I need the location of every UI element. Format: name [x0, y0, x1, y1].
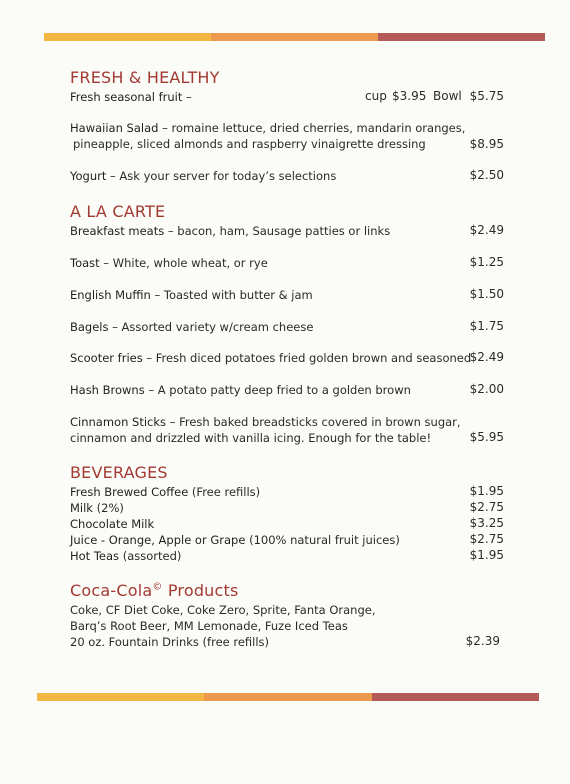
item-price: $1.50	[469, 287, 504, 301]
menu-item-milk	[70, 500, 124, 516]
menu-item-hot-teas	[70, 548, 181, 564]
band-segment-yellow	[44, 33, 211, 41]
coca-cola-products: Products	[162, 581, 239, 600]
menu-item-hawaiian-salad	[70, 120, 465, 152]
item-price: $2.50	[469, 168, 504, 182]
band-segment-rose	[372, 693, 539, 701]
section-title-beverages: BEVERAGES	[70, 463, 168, 482]
menu-item-toast	[70, 255, 268, 271]
item-note: (2%)	[92, 501, 124, 515]
menu-item-juice	[70, 532, 400, 548]
item-name: Chocolate Milk	[70, 517, 155, 531]
item-name: Juice - Orange, Apple or Grape	[70, 533, 246, 547]
item-name: Breakfast meats	[70, 224, 165, 238]
section-title-fresh: FRESH & HEALTHY	[70, 68, 220, 87]
item-desc: – Toasted with butter & jam	[150, 288, 313, 302]
item-desc: – Assorted variety w/cream cheese	[108, 320, 314, 334]
menu-item-breakfast-meats	[70, 223, 390, 239]
item-price: $1.95	[469, 548, 504, 562]
menu-item-english-muffin	[70, 287, 313, 303]
item-desc: – Ask your server for today’s selections	[106, 169, 337, 183]
band-segment-orange	[204, 693, 371, 701]
item-desc: – White, whole wheat, or rye	[99, 256, 268, 270]
item-price: $1.25	[469, 255, 504, 269]
item-price: $1.95	[469, 484, 504, 498]
item-price: $8.95	[469, 137, 504, 151]
menu-item-fruit	[70, 89, 192, 105]
item-desc: – A potato patty deep fried to a golden brown	[144, 383, 411, 397]
coca-cola-brand: Coca-Cola	[70, 581, 153, 600]
menu-item-cinnamon-sticks	[70, 414, 461, 446]
bottom-color-band	[37, 693, 539, 701]
item-name: Toast	[70, 256, 100, 270]
item-name: Scooter fries	[70, 351, 143, 365]
item-note: (100% natural fruit juices)	[245, 533, 400, 547]
copyright-mark: ©	[152, 581, 163, 593]
item-price: $2.00	[469, 382, 504, 396]
top-color-band	[44, 33, 545, 41]
item-name: English Muffin	[70, 288, 151, 302]
menu-item-yogurt	[70, 168, 336, 184]
menu-item-hash-browns	[70, 382, 411, 398]
item-desc-cont: pineapple, sliced almonds and raspberry vinaigrette dressing	[73, 137, 426, 151]
item-desc: – bacon, ham, Sausage patties or links	[164, 224, 391, 238]
item-price: $3.25	[469, 516, 504, 530]
coke-line-1: Coke, CF Diet Coke, Coke Zero, Sprite, Fanta Orange,	[70, 603, 376, 617]
band-segment-rose	[378, 33, 545, 41]
coke-price: $2.39	[465, 634, 500, 648]
item-name: Hawaiian Salad	[70, 121, 159, 135]
menu-item-scooter-fries	[70, 350, 471, 366]
item-desc-cont: cinnamon and drizzled with vanilla icing. Enough for the table!	[70, 431, 432, 445]
bowl-label: Bowl	[433, 89, 462, 103]
cup-price: $3.95	[392, 89, 427, 103]
item-desc: – Fresh diced potatoes fried golden brown and seasoned	[142, 351, 472, 365]
item-name: Fresh Brewed Coffee	[70, 485, 189, 499]
item-name: Milk	[70, 501, 93, 515]
coke-line-2: Barq’s Root Beer, MM Lemonade, Fuze Iced Teas	[70, 619, 348, 633]
menu-item-chocolate-milk	[70, 516, 154, 532]
item-desc: – Fresh baked breadsticks covered in brown sugar,	[166, 415, 461, 429]
item-name: Hot Teas	[70, 549, 120, 563]
coke-product-list	[70, 602, 376, 650]
item-note: (Free refills)	[188, 485, 261, 499]
cup-label: cup	[365, 89, 387, 103]
item-name: Yogurt	[70, 169, 107, 183]
section-title-a-la-carte: A LA CARTE	[70, 202, 166, 221]
item-note: (assorted)	[119, 549, 182, 563]
section-title-coca-cola	[70, 581, 239, 600]
item-name: Cinnamon Sticks	[70, 415, 167, 429]
band-segment-yellow	[37, 693, 204, 701]
item-price: $2.49	[469, 350, 504, 364]
item-price: $2.75	[469, 532, 504, 546]
item-price: $2.49	[469, 223, 504, 237]
coke-line-3: 20 oz. Fountain Drinks (free refills)	[70, 635, 270, 649]
item-name: Hash Browns	[70, 383, 145, 397]
item-name: Fresh seasonal fruit –	[70, 90, 192, 104]
menu-item-coffee	[70, 484, 260, 500]
bowl-price: $5.75	[469, 89, 504, 103]
item-price: $1.75	[469, 319, 504, 333]
item-price: $5.95	[469, 430, 504, 444]
item-price: $2.75	[469, 500, 504, 514]
item-name: Bagels	[70, 320, 109, 334]
menu-item-bagels	[70, 319, 313, 335]
item-desc: – romaine lettuce, dried cherries, mandarin oranges,	[158, 121, 466, 135]
band-segment-orange	[211, 33, 378, 41]
